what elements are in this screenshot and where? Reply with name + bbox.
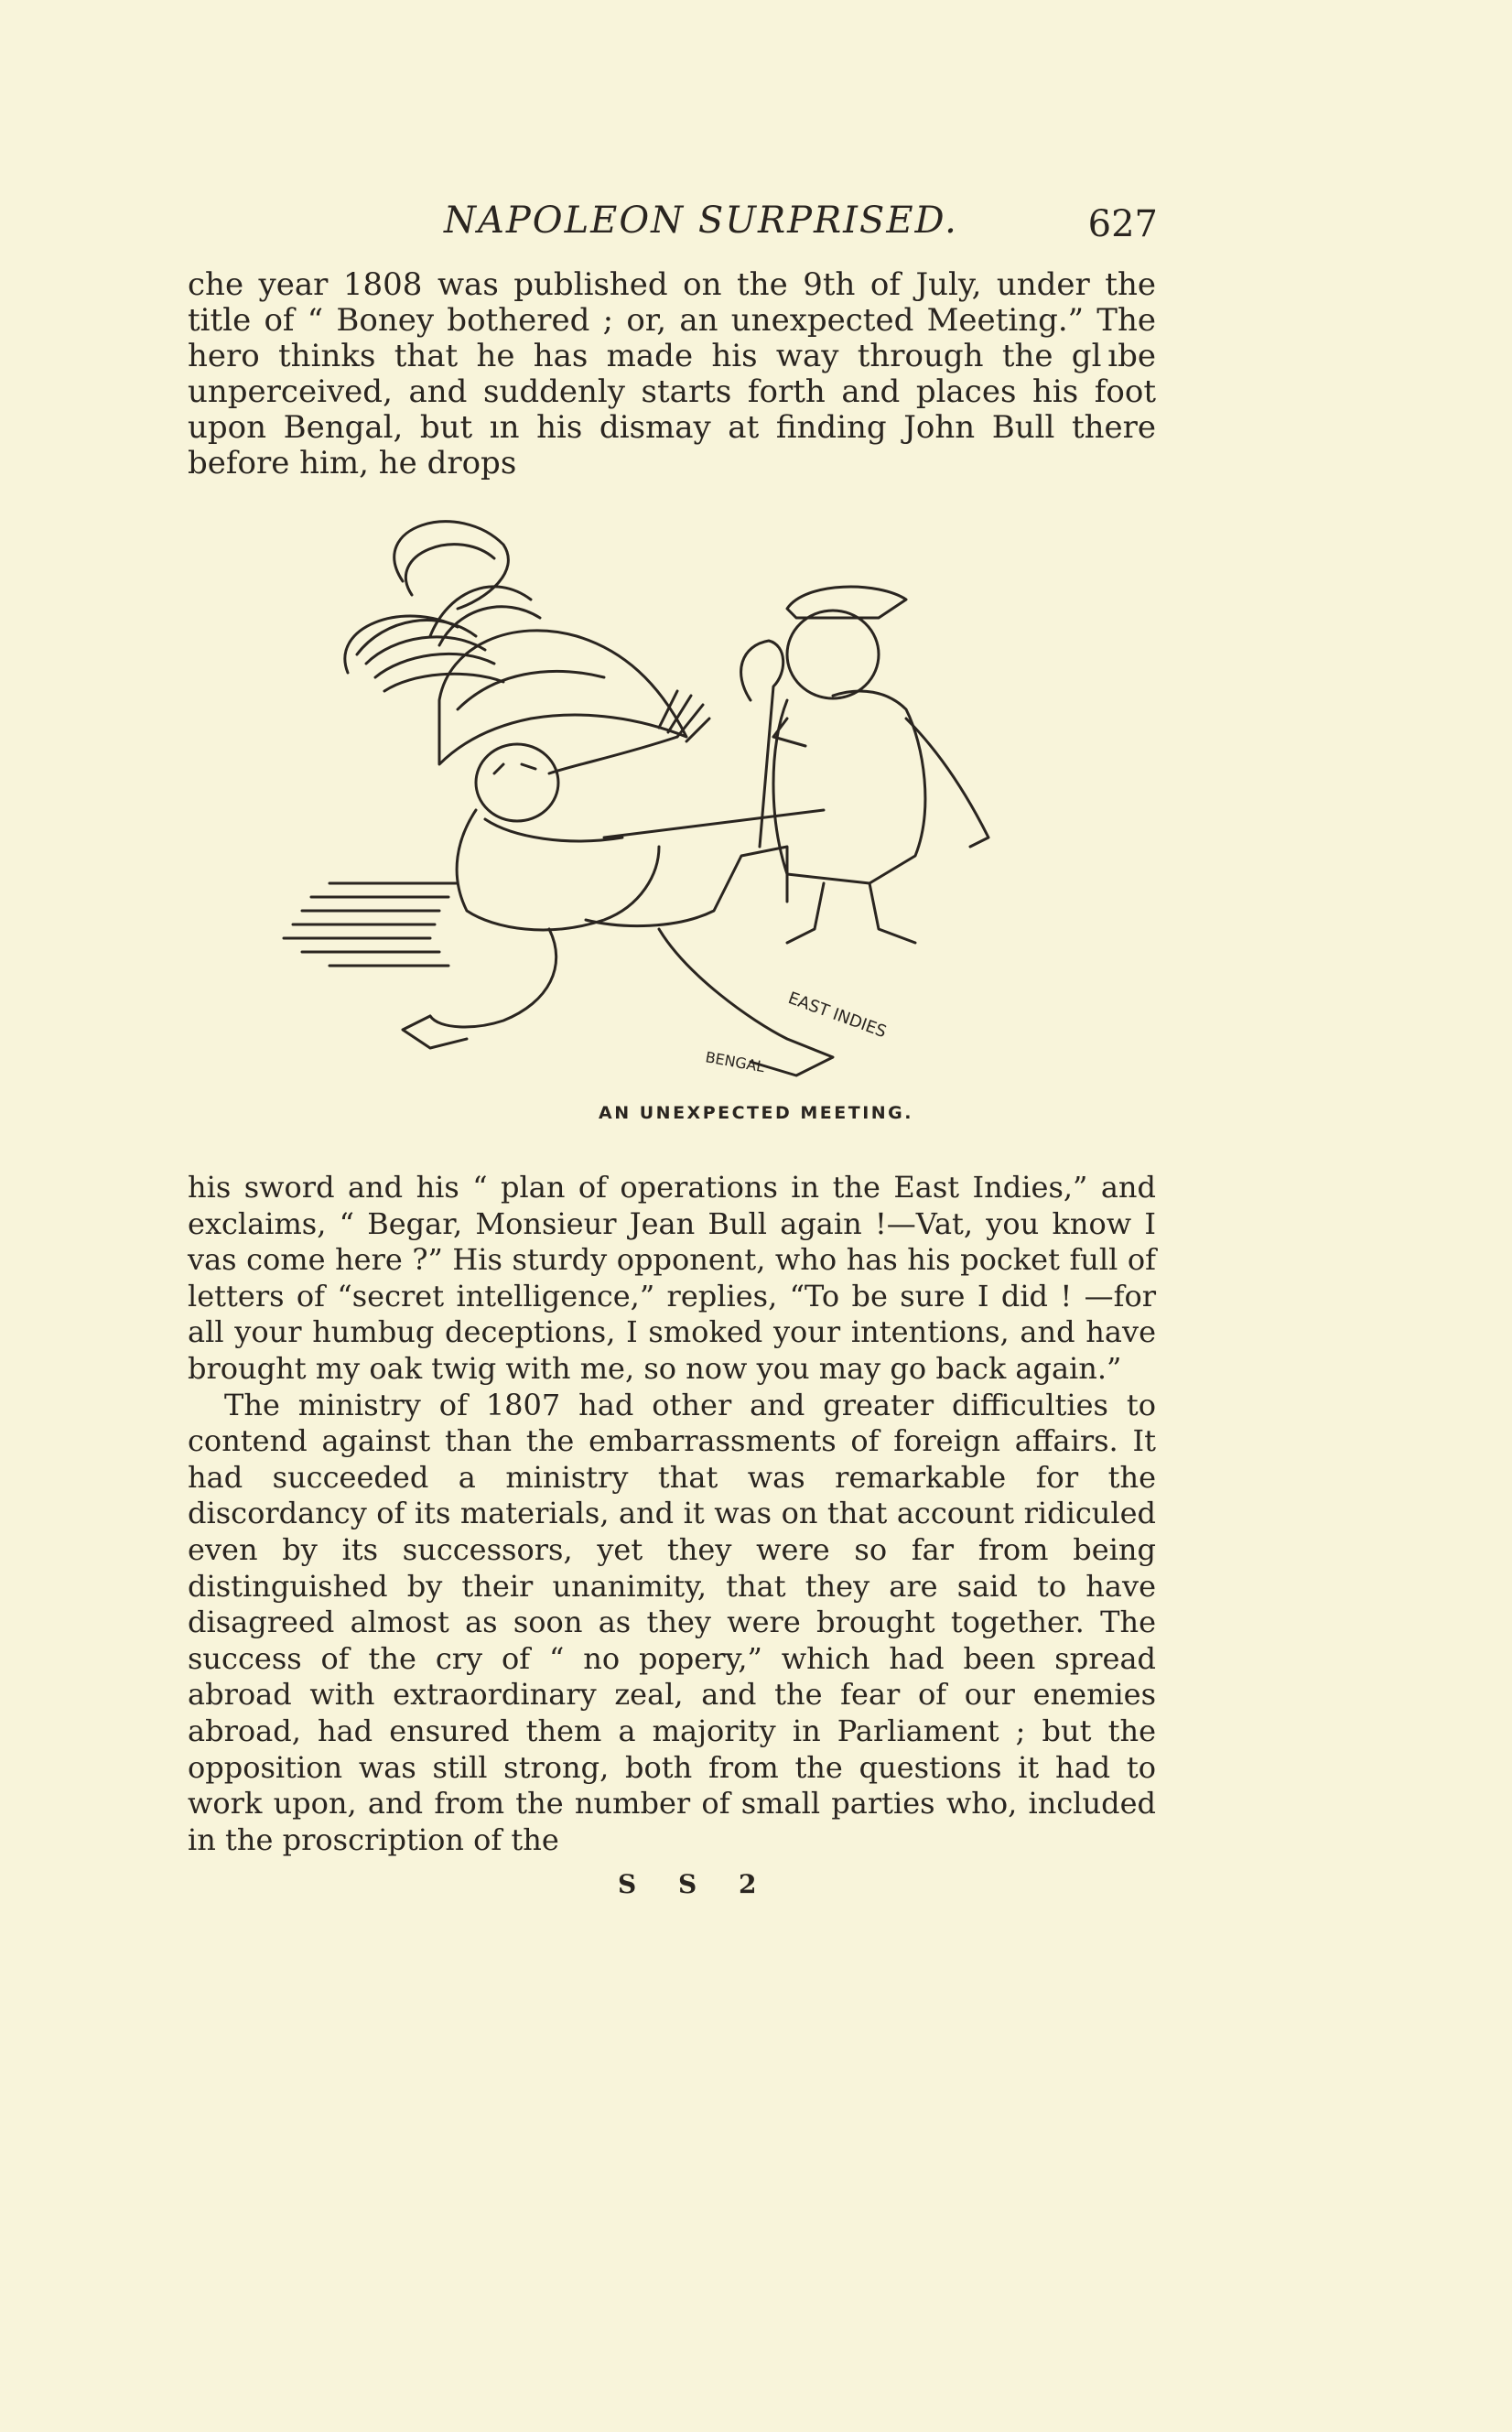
paragraph: The ministry of 1807 had other and greater difficulties to contend against than the embarrassments of foreign affairs. It had succeeded a ministry that was remarkable for the discordancy of its materials, and it was on that account ridiculed even by its successors, yet they were so far from being distinguished by their unanimity, that they are said to have disagreed almost as soon as they were brought together. The success of the cry of “ no popery,” which had been spread abroad with extraordinary zeal, and the fear of our enemies abroad, had ensured them a majority in Parliament ; but the opposition was still strong, both from the questions it had to work upon, and from the number of small parties who, included in the proscription of the	[188, 1387, 1156, 1857]
cartoon-drawing	[275, 490, 1080, 1085]
paragraph: che year 1808 was published on the 9th of July, under the title of “ Boney bothered ; or, an unexpected Meeting.” The hero thinks that he has made his way through the gl ıbe unperceived, and suddenly starts forth and places his foot upon Bengal, but ın his dismay at finding John Bull there before him, he drops	[188, 266, 1156, 481]
illustration	[275, 490, 1080, 1085]
page-number: 627	[1087, 203, 1158, 245]
page-header	[188, 200, 1158, 254]
paragraph: his sword and his “ plan of operations in the East Indies,” and exclaims, “ Begar, Monsieur Jean Bull again !—Vat, you know I vas come here ?” His sturdy opponent, who has his pocket full of letters of “secret intelligence,” replies, “To be sure I did ! —for all your humbug deceptions, I smoked your intentions, and have brought my oak twig with me, so now you may go back again.”	[188, 1170, 1156, 1386]
bengal-label: BENGAL	[704, 1048, 766, 1076]
signature-mark: S S 2	[618, 1869, 773, 1899]
east-indies-label: EAST INDIES	[785, 988, 890, 1043]
figure-caption: AN UNEXPECTED MEETING.	[599, 1103, 913, 1123]
running-title: NAPOLEON SURPRISED.	[444, 200, 958, 242]
body-text-bottom	[188, 1170, 1156, 1858]
body-text-top	[188, 267, 1156, 481]
